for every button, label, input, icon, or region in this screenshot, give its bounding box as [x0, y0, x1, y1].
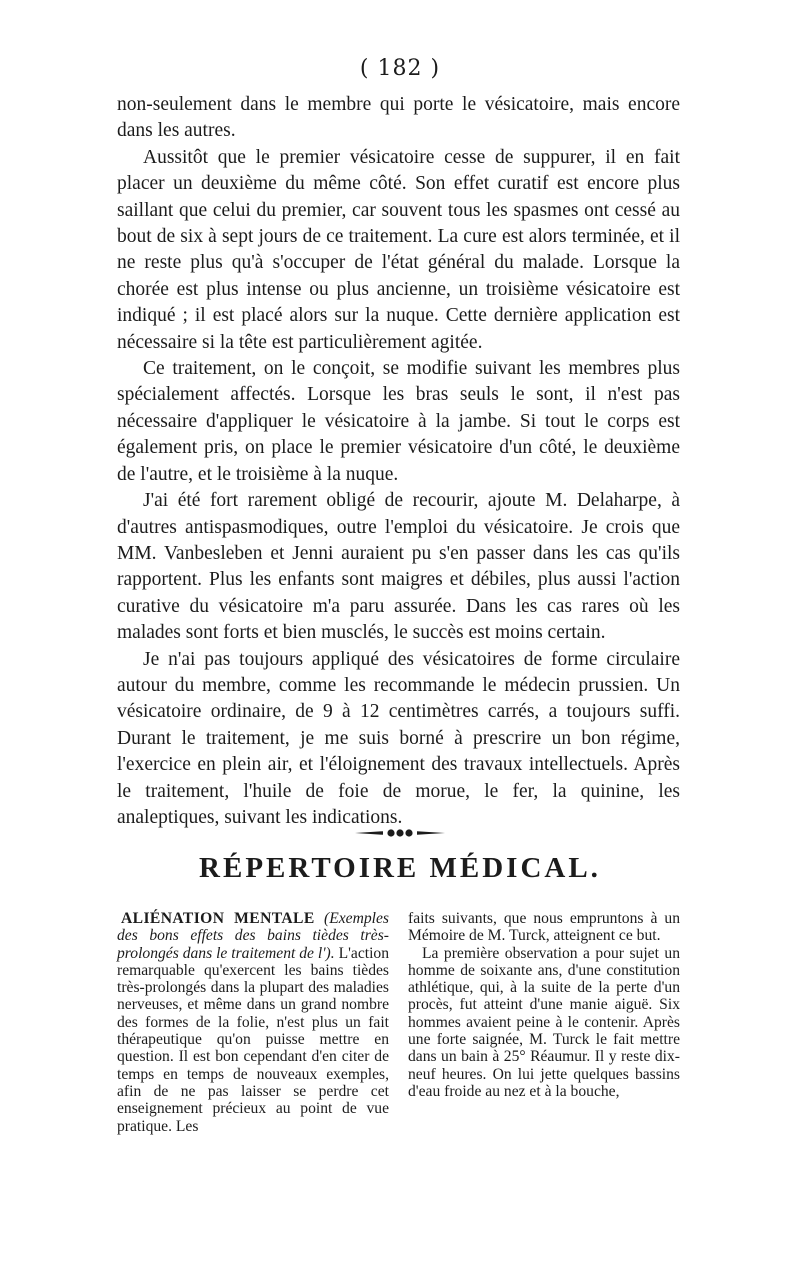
entry-subtitle: (Exemples des bons effets des bains tièdes très-prolongés dans le traitement de l').	[117, 910, 389, 962]
section-title: RÉPERTOIRE MÉDICAL.	[199, 852, 601, 884]
paragraph: Je n'ai pas toujours appliqué des vésicatoires de forme circulaire autour du membre, comme les recommande le médecin prussien. Un vésicatoire ordinaire, de 9 à 12 centimètres carrés, a toujours suffi. Durant le traitement, je me suis borné à prescrire un bon régime, l'exercice en plein air, et l'éloignement des travaux intellectuels. Après le traitement, l'huile de foie de morue, le fer, la quinine, les analeptiques, suivant les indications.	[117, 648, 680, 828]
right-column	[408, 910, 680, 1135]
entry-text: L'action remarquable qu'exercent les bains tièdes très-prolongés dans la plupart des maladies nerveuses, et même dans un grand nombre des formes de la folie, n'est plus un fait thérapeutique qu'on puisse mettre en question. Il est bon cependant d'en citer de temps en temps de nouveaux exemples, afin de ne pas laisser se perdre cet enseignement précieux au point de vue pratique. Les	[117, 944, 389, 1135]
paragraph: Ce traitement, on le conçoit, se modifie suivant les membres plus spécialement affectés. Lorsque les bras seuls le sont, il n'est pas nécessaire d'appliquer le vésicatoire à la jambe. Si tout le corps est également pris, on place le premier vésicatoire d'un côté, le deuxième de l'autre, et le troisième à la nuque.	[117, 358, 680, 485]
paragraph-continuation: non-seulement dans le membre qui porte le vésicatoire, mais encore dans les autres.	[117, 94, 680, 142]
entry-heading: ALIÉNATION MENTALE	[121, 910, 315, 927]
two-column-text	[117, 910, 680, 1135]
paragraph: Aussitôt que le premier vésicatoire cesse de suppurer, il en fait placer un deuxième du même côté. Son effet curatif est encore plus saillant que celui du premier, car souvent tous les spasmes ont cessé au bout de six à sept jours de ce traitement. La cure est alors terminée, et il ne reste plus qu'à s'occuper de l'état général du malade. Lorsque la chorée est plus intense ou plus ancienne, un troisième vésicatoire est indiqué ; il est placé alors sur la nuque. Cette dernière application est nécessaire si la tête est particulièrement agitée.	[117, 146, 680, 353]
paragraph-continuation: faits suivants, que nous empruntons à un Mémoire de M. Turck, atteignent ce but.	[408, 910, 680, 945]
main-text	[117, 92, 680, 831]
paragraph: J'ai été fort rarement obligé de recourir, ajoute M. Delaharpe, à d'autres antispasmodiques, outre l'emploi du vésicatoire. Je crois que MM. Vanbesleben et Jenni auraient pu s'en passer dans les cas qu'ils rapportent. Plus les enfants sont maigres et débiles, plus aussi l'action curative du vésicatoire m'a paru assurée. Dans les cas rares où les malades sont forts et bien musclés, le succès est moins certain.	[117, 490, 680, 644]
entry-paragraph	[117, 910, 389, 1135]
left-column	[117, 910, 389, 1135]
ornamental-divider	[355, 828, 445, 838]
paragraph: La première observation a pour sujet un homme de soixante ans, d'une constitution athlétique, qui, à la suite de la perte d'un procès, fut atteint d'une manie aiguë. Six hommes avaient peine à le contenir. Après une forte saignée, M. Turck le fait mettre dans un bain à 25° Réaumur. Il y reste dix-neuf heures. On lui jette quelques bassins d'eau froide au nez et à la bouche,	[408, 944, 680, 1100]
page-number: ( 182 )	[359, 56, 441, 81]
